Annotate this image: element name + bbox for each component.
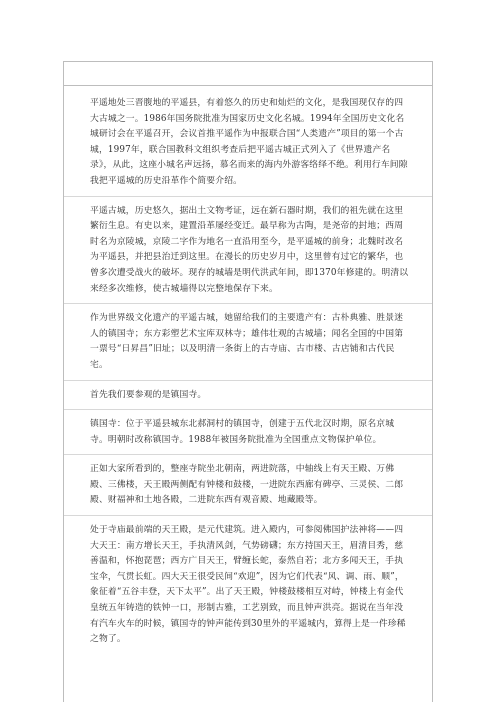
paragraph-heritage: 作为世界级文化遗产的平遥古城，她留给我们的主要遗产有：古朴典雅、胜景迷人的镇国寺；东方彩塑艺术宝库双林寺；雄伟壮观的古城墙；闻名全国的中国第一票号“日昇昌”旧址；以及明清一条街上的古寺庙、古市楼、古店铺和古代民宅。 [90, 313, 404, 370]
divider [64, 380, 432, 381]
paragraph-intro: 平遥地处三晋腹地的平遥县，有着悠久的历史和灿烂的文化，是我国现仅存的四大古城之一。1986年国务院批准为国家历史文化名城。1994年全国历史文化名城研讨会在平遥召开，会议首推平遥作为申报联合国“人类遗产”项目的第一个古城，1997年，联合国教科文组织考查后把平遥古城正式列入了《世界遗产名录》，从此，这座小城名声远扬，慕名而来的海内外游客络绎不绝。利用行车间隙我把平遥城的历史沿革作个简要介绍。 [90, 98, 408, 186]
divider [64, 454, 432, 455]
paragraph-zhenguo-temple: 镇国寺：位于平遥县城东北郝洞村的镇国寺，创建于五代北汉时期，原名京城寺。明朝时改称镇国寺。1988年被国务院批准为全国重点文物保护单位。 [90, 419, 395, 445]
paragraph-temple-layout: 正如大家所看到的，整座寺院坐北朝南，两进院落，中轴线上有天王殿、万佛殿、三佛楼，天王殿两侧配有钟楼和鼓楼，一进院东西廊有碑亭、三灵侯、二郎殿、财福神和土地各殿，二进院东西有观音殿、地藏殿等。 [90, 464, 404, 506]
divider [64, 409, 432, 410]
divider [64, 303, 432, 304]
divider [64, 515, 432, 516]
paragraph-history: 平遥古城，历史悠久，据出土文物考证，远在新石器时期，我们的祖先就在这里繁衍生息。有史以来，建置沿革屡经变迁。最早称为古陶，是尧帝的封地；西周时名为京陵城，京陵二字作为地名一直沿用至今，是平遥城的前身；北魏时改名为平遥县，并把县治迁到这里。在漫长的历史岁月中，这里曾有过它的繁华，也曾多次遭受战火的破坏。现存的城墙是明代洪武年间，即1370年修建的。明清以来经多次维修，使古城墙得以完整地保存下来。 [90, 205, 409, 294]
divider [64, 196, 432, 197]
paragraph-tianwang-hall: 处于寺庙最前端的天王殿，是元代建筑。进入殿内，可参阅佛国护法神将——四大天王：南方增长天王，手执清风剑，气势磅礴；东方持国天王，眉清目秀，慈善温和，怀抱琵琶；西方广目天王，臂缠长蛇，泰然自若；北方多闻天王，手执宝伞，气贯长虹。四大天王很受民间“欢迎”，因为它们代表“风、调、雨、顺”，象征着“五谷丰登，天下太平”。出了天王殿，钟楼鼓楼相互对峙，钟楼上有金代皇统五年铸造的铁钟一口，形制古雅，工艺别致，而且钟声洪亮。据说在当年没有汽车火车的时候，镇国寺的钟声能传到30里外的平遥城内，算得上是一件珍稀之物了。 [90, 525, 406, 645]
content-frame [63, 86, 433, 702]
paragraph-first-visit: 首先我们要参观的是镇国寺。 [90, 389, 207, 400]
header-box [63, 61, 433, 86]
